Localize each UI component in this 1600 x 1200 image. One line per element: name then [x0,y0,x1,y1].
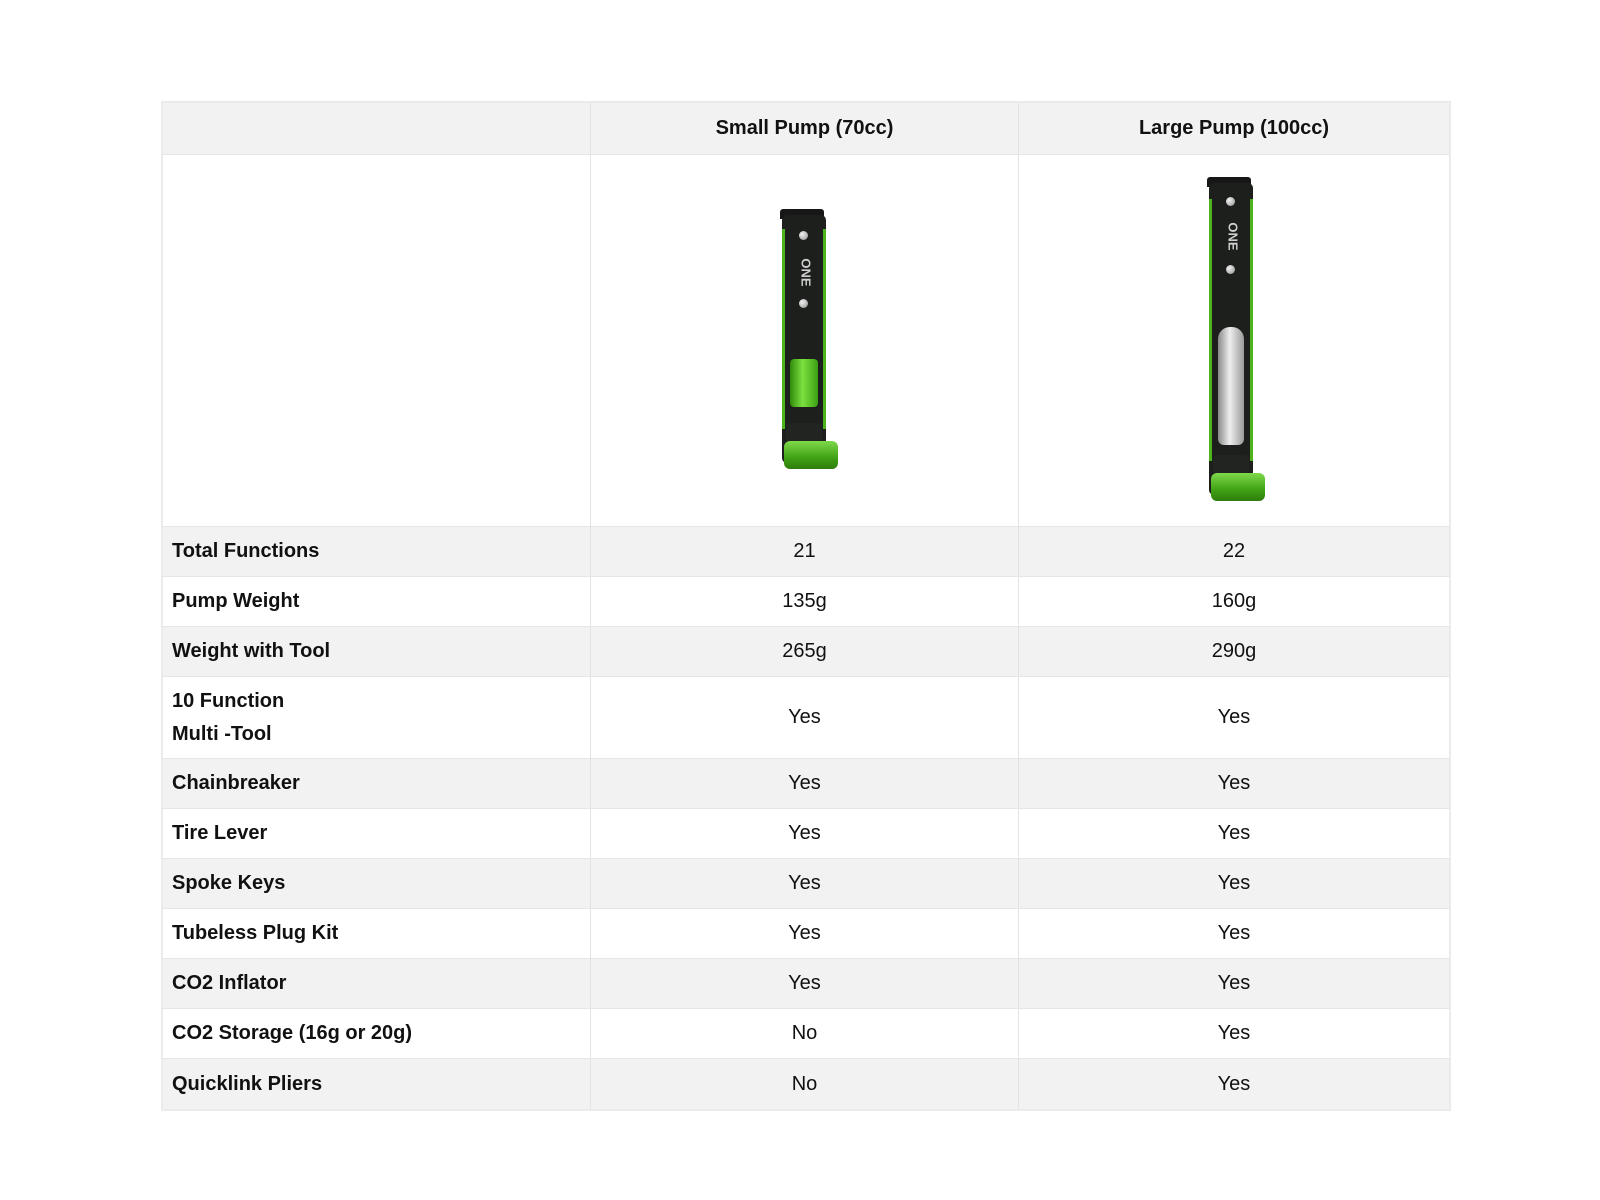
header-empty-cell [163,103,591,155]
product-image-row [163,155,1449,527]
row-label: Tire Lever [163,809,591,859]
table-row [163,627,1449,677]
row-label: Quicklink Pliers [163,1059,591,1109]
small-pump-value: 135g [591,577,1019,627]
small-pump-value: No [591,1059,1019,1109]
table-row [163,809,1449,859]
small-pump-value: Yes [591,859,1019,909]
row-label [163,677,591,759]
table-row [163,759,1449,809]
co2-cartridge [1218,327,1244,445]
large-pump-value: Yes [1019,1059,1449,1109]
bolt-icon [799,299,808,308]
row-label: CO2 Storage (16g or 20g) [163,1009,591,1059]
large-pump-value: Yes [1019,1009,1449,1059]
row-label: Chainbreaker [163,759,591,809]
brand-label: ONE [798,257,814,287]
small-pump-value: Yes [591,677,1019,759]
bolt-icon [1226,265,1235,274]
small-pump-image [770,209,840,473]
small-pump-value: Yes [591,959,1019,1009]
table-row [163,959,1449,1009]
comparison-table [161,101,1451,1111]
table-row [163,859,1449,909]
large-pump-value: 22 [1019,527,1449,577]
table-header-row [163,103,1449,155]
small-pump-value: No [591,1009,1019,1059]
large-pump-value: Yes [1019,859,1449,909]
row-label: CO2 Inflator [163,959,591,1009]
large-pump-value: Yes [1019,959,1449,1009]
row-label: Tubeless Plug Kit [163,909,591,959]
large-pump-value: Yes [1019,809,1449,859]
row-label-line: Multi -Tool [172,722,272,745]
pump-head [784,441,838,469]
table-row [163,1059,1449,1109]
row-label: Total Functions [163,527,591,577]
row-label: Pump Weight [163,577,591,627]
pump-head [1211,473,1265,501]
bolt-icon [1226,197,1235,206]
image-row-empty-cell [163,155,591,527]
row-label: Spoke Keys [163,859,591,909]
row-label: Weight with Tool [163,627,591,677]
brand-label: ONE [1225,221,1241,251]
green-window [790,359,818,407]
large-pump-value: Yes [1019,909,1449,959]
small-pump-value: Yes [591,759,1019,809]
small-pump-value: 265g [591,627,1019,677]
small-pump-value: Yes [591,909,1019,959]
small-pump-cell [591,155,1019,527]
large-pump-cell [1019,155,1449,527]
table-row [163,909,1449,959]
small-pump-value: Yes [591,809,1019,859]
table-row [163,577,1449,627]
column-header-small-pump: Small Pump (70cc) [591,103,1019,155]
bolt-icon [799,231,808,240]
column-header-large-pump: Large Pump (100cc) [1019,103,1449,155]
large-pump-image [1199,177,1269,505]
table-row [163,1009,1449,1059]
large-pump-value: 290g [1019,627,1449,677]
large-pump-value: Yes [1019,759,1449,809]
large-pump-value: Yes [1019,677,1449,759]
table-row [163,677,1449,759]
table-row [163,527,1449,577]
small-pump-value: 21 [591,527,1019,577]
large-pump-value: 160g [1019,577,1449,627]
row-label-line: 10 Function [172,689,285,712]
